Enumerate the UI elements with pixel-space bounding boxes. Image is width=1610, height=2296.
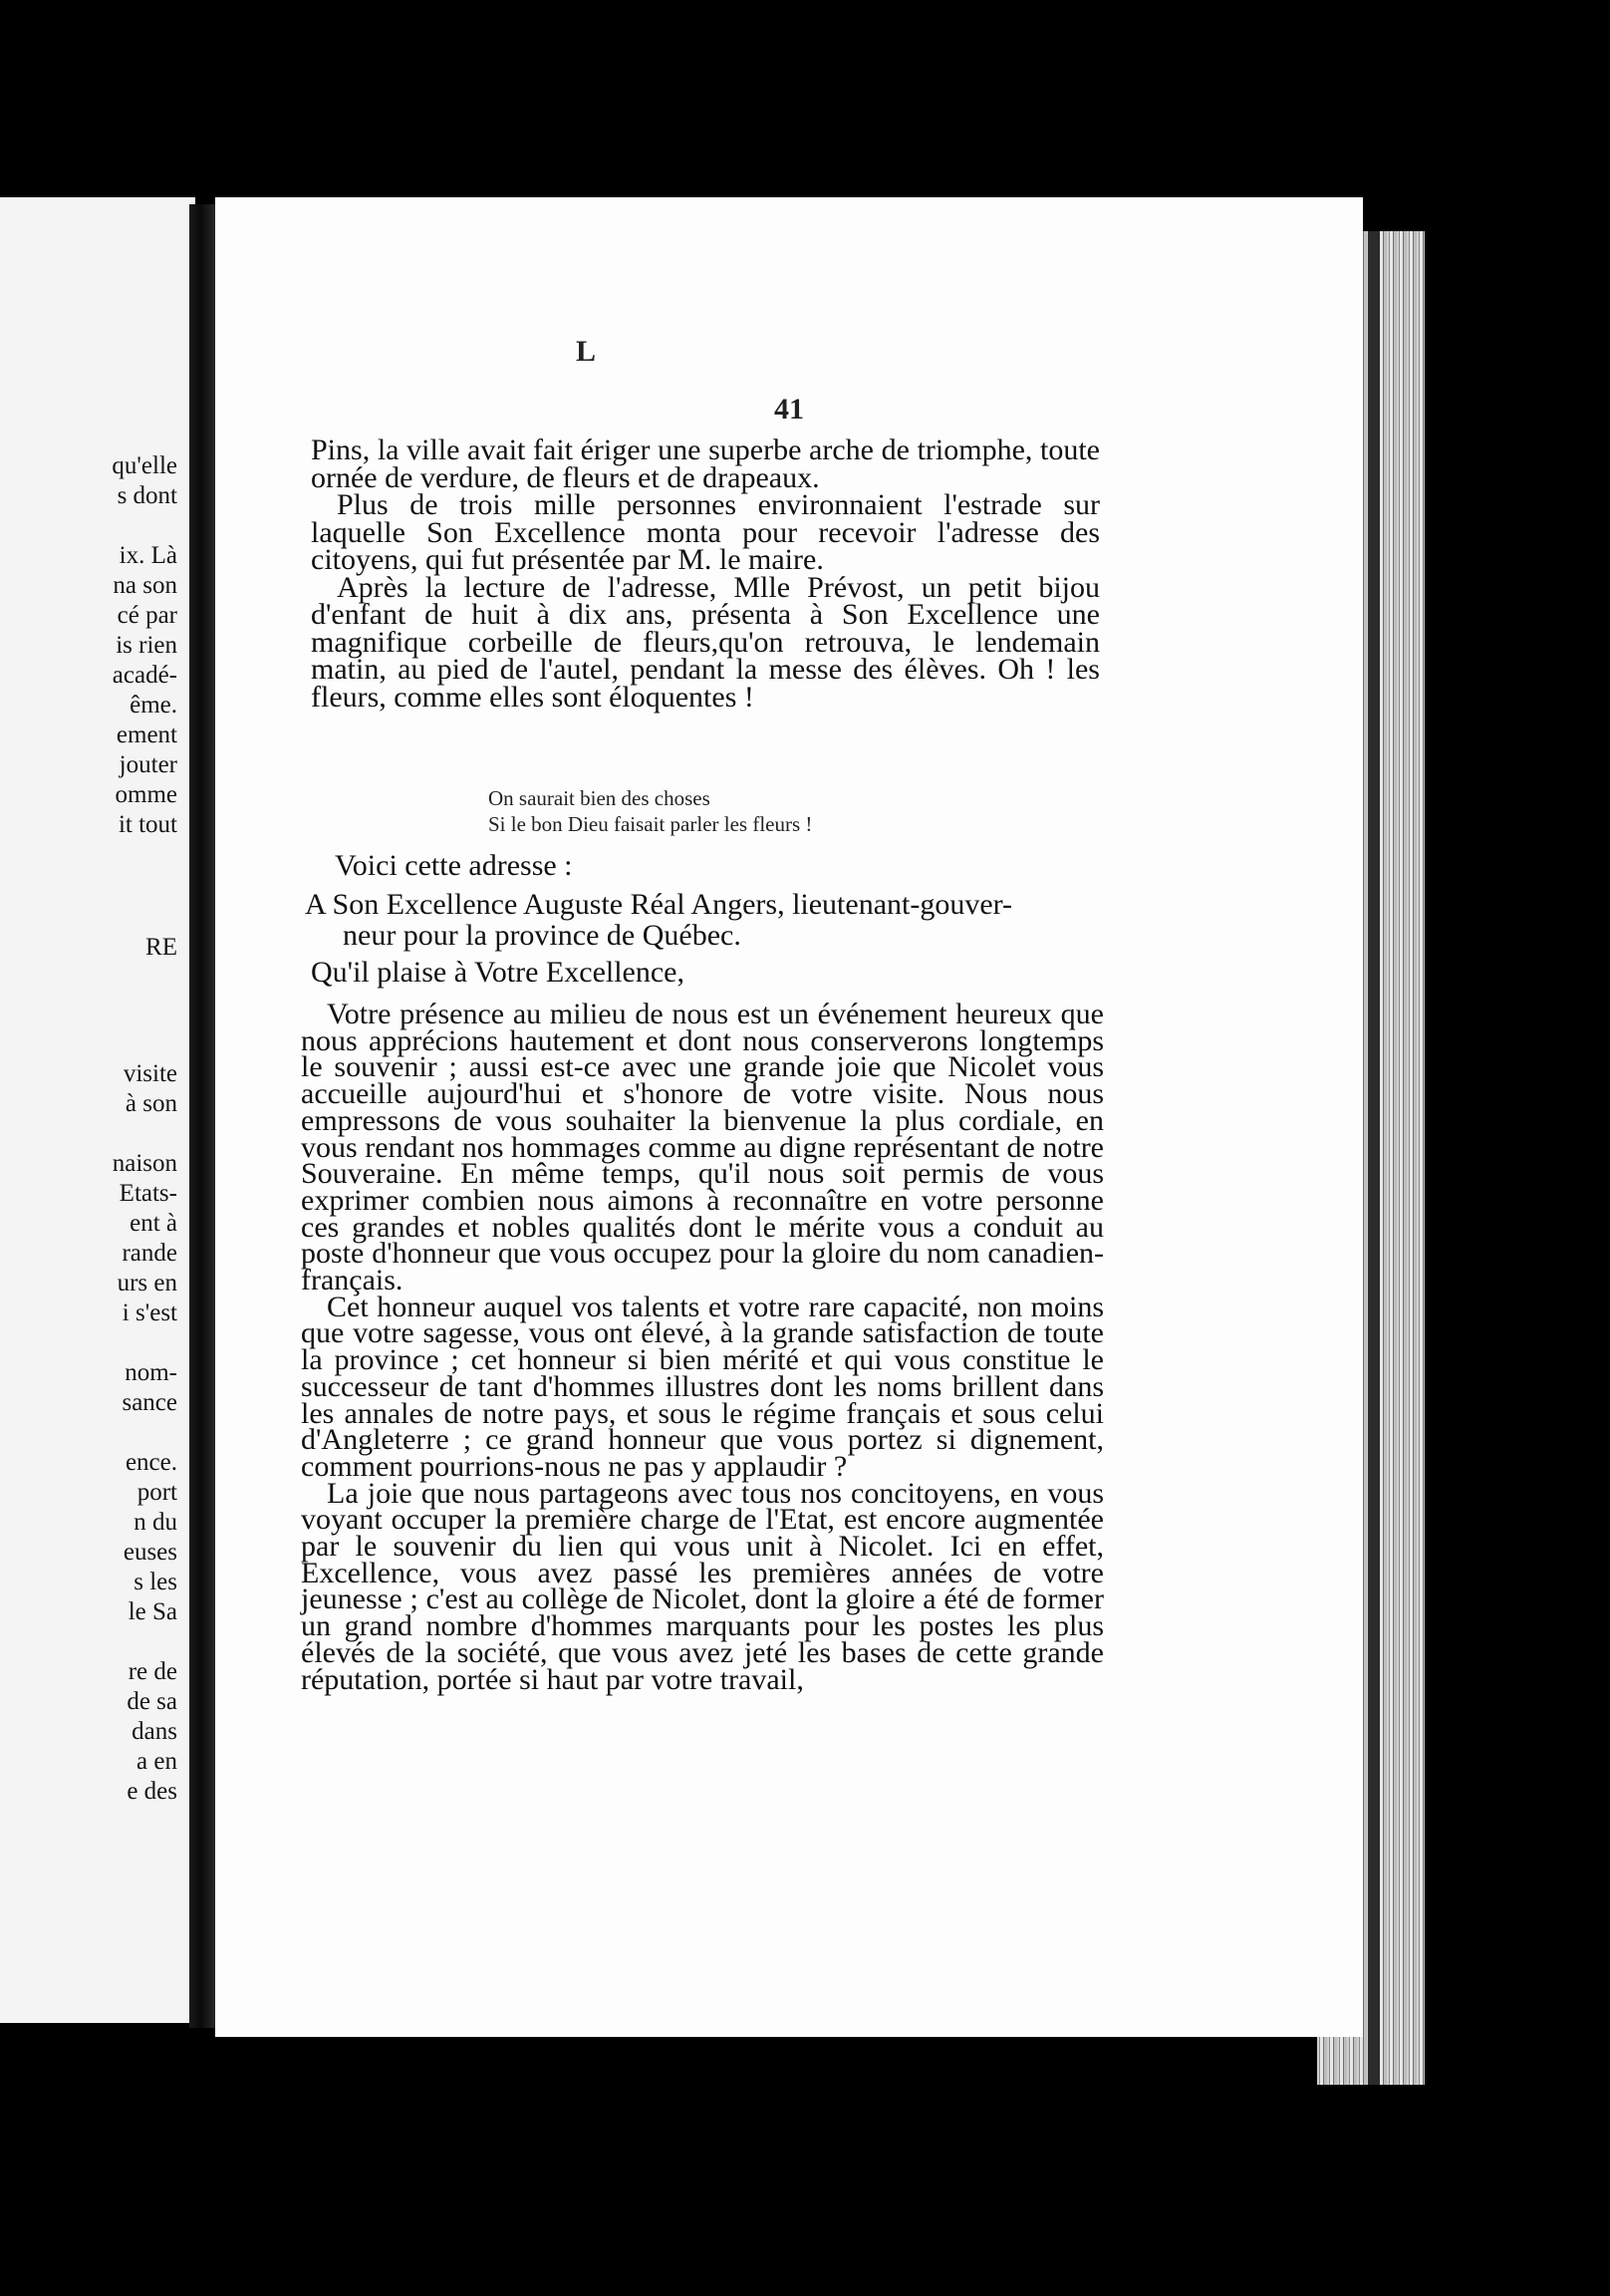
paragraph: La joie que nous partageons avec tous nos concitoyens, en vous voyant occuper la première charge de l'Etat, est encore augmentée par le souvenir du lien qui vous unit à Nicolet. Ici en effet, Excellence, vous avez passé les premières années de votre jeunesse ; c'est au collège de Nicolet, dont la gloire a été de former un grand nombre d'hommes marquants pour les postes les plus élevés de la société, que vous avez jeté les bases de cette grande réputation, portée si haut par votre travail, <box>301 1476 1104 1696</box>
facing-page-fragment: ement <box>116 721 177 748</box>
book-gutter <box>189 204 217 2028</box>
facing-page-fragment: naison <box>112 1150 177 1177</box>
facing-page-left <box>0 197 195 2023</box>
facing-page-fragment: is rien <box>116 632 177 659</box>
facing-page-fragment: it tout <box>118 811 177 838</box>
verse-quote <box>488 785 812 837</box>
paragraph: Après la lecture de l'adresse, Mlle Prévost, un petit bijou d'enfant de huit à dix ans, présenta à Son Excellence une magnifique corbeille de fleurs,qu'on retrouva, le lendemain matin, au pied de l'autel, pendant la messe des élèves. Oh ! les fleurs, comme elles sont éloquentes ! <box>311 570 1100 714</box>
facing-page-fragment: ent à <box>130 1210 177 1237</box>
printer-mark: L <box>576 335 597 368</box>
quote-line: On saurait bien des choses <box>488 786 710 810</box>
facing-page-fragment: sance <box>122 1389 177 1416</box>
facing-page-fragment: euses <box>123 1539 177 1566</box>
facing-page-fragment: e des <box>127 1778 177 1805</box>
facing-page-fragment: re de <box>128 1658 177 1685</box>
facing-page-fragment: Etats- <box>119 1180 177 1207</box>
facing-page-fragment: a en <box>136 1748 177 1775</box>
facing-page-fragment: nom- <box>125 1359 177 1386</box>
paragraph: Pins, la ville avait fait ériger une superbe arche de triomphe, toute ornée de verdure, de fleurs et de drapeaux. <box>311 433 1100 494</box>
addressee-line: A Son Excellence Auguste Réal Angers, lieutenant-gouver- <box>305 888 1013 921</box>
narrative-text <box>311 433 1100 714</box>
facing-page-fragment: qu'elle <box>112 452 177 479</box>
page-number: 41 <box>774 393 804 426</box>
intro-line: Voici cette adresse : <box>335 849 573 882</box>
facing-page-fragment: rande <box>122 1240 177 1267</box>
facing-page-fragment: RE <box>145 934 177 961</box>
facing-page-fragment: ix. Là <box>119 542 177 569</box>
book-page <box>215 197 1363 2037</box>
facing-page-fragment: s dont <box>117 482 177 509</box>
paragraph: Plus de trois mille personnes environnaient l'estrade sur laquelle Son Excellence monta pour recevoir l'adresse des citoyens, qui fut présentée par M. le maire. <box>311 488 1100 576</box>
facing-page-fragment: le Sa <box>128 1598 177 1625</box>
paragraph: Cet honneur auquel vos talents et votre rare capacité, non moins que votre sagesse, vous ont élevé, à la grande satisfaction de toute la province ; cet honneur si bien mérité et qui vous constitue le successeur de tant d'hommes illustres dont les noms brillent dans les annales de notre pays, et sous le régime français et sous celui d'Angleterre ; ce grand honneur que vous portez si dignement, comment pourrions-nous ne pas y applaudir ? <box>301 1290 1104 1483</box>
facing-page-fragment: dans <box>132 1718 177 1745</box>
facing-page-fragment: i s'est <box>122 1299 177 1326</box>
salutation: Qu'il plaise à Votre Excellence, <box>311 956 684 989</box>
facing-page-fragment: ême. <box>130 692 177 718</box>
facing-page-fragment: s les <box>134 1569 177 1595</box>
facing-page-fragment: port <box>136 1479 177 1506</box>
facing-page-fragment: n du <box>134 1509 177 1536</box>
quote-line: Si le bon Dieu faisait parler les fleurs ! <box>488 812 813 836</box>
facing-page-fragment: à son <box>125 1090 177 1117</box>
facing-page-fragment: na son <box>113 572 177 599</box>
facing-page-fragment: de sa <box>127 1688 177 1715</box>
facing-page-fragment: cé par <box>117 602 177 629</box>
page-edge-shadow <box>1368 231 1380 2085</box>
facing-page-fragment: jouter <box>119 751 177 778</box>
addressee-line: neur pour la province de Québec. <box>343 919 741 952</box>
facing-page-fragment: visite <box>123 1060 177 1087</box>
facing-page-fragment: urs en <box>117 1270 177 1296</box>
facing-page-fragment: ence. <box>125 1449 177 1476</box>
paragraph: Votre présence au milieu de nous est un événement heureux que nous apprécions hautement et dont nous conserverons longtemps le souvenir ; aussi est-ce avec une grande joie que Nicolet vous accueille aujourd'hui et s'honore de votre visite. Nous nous empressons de vous souhaiter la bienvenue la plus cordiale, en vous rendant nos hommages comme au digne représentant de notre Souveraine. En même temps, qu'il nous soit permis de vous exprimer combien nous aimons à reconnaître en votre personne ces grandes et nobles qualités dont le mérite vous a conduit au poste d'honneur que vous occupez pour la gloire du nom canadien-français. <box>301 998 1104 1297</box>
address-letter <box>301 998 1104 1696</box>
facing-page-fragment: acadé- <box>112 662 177 689</box>
facing-page-fragment: omme <box>115 781 177 808</box>
